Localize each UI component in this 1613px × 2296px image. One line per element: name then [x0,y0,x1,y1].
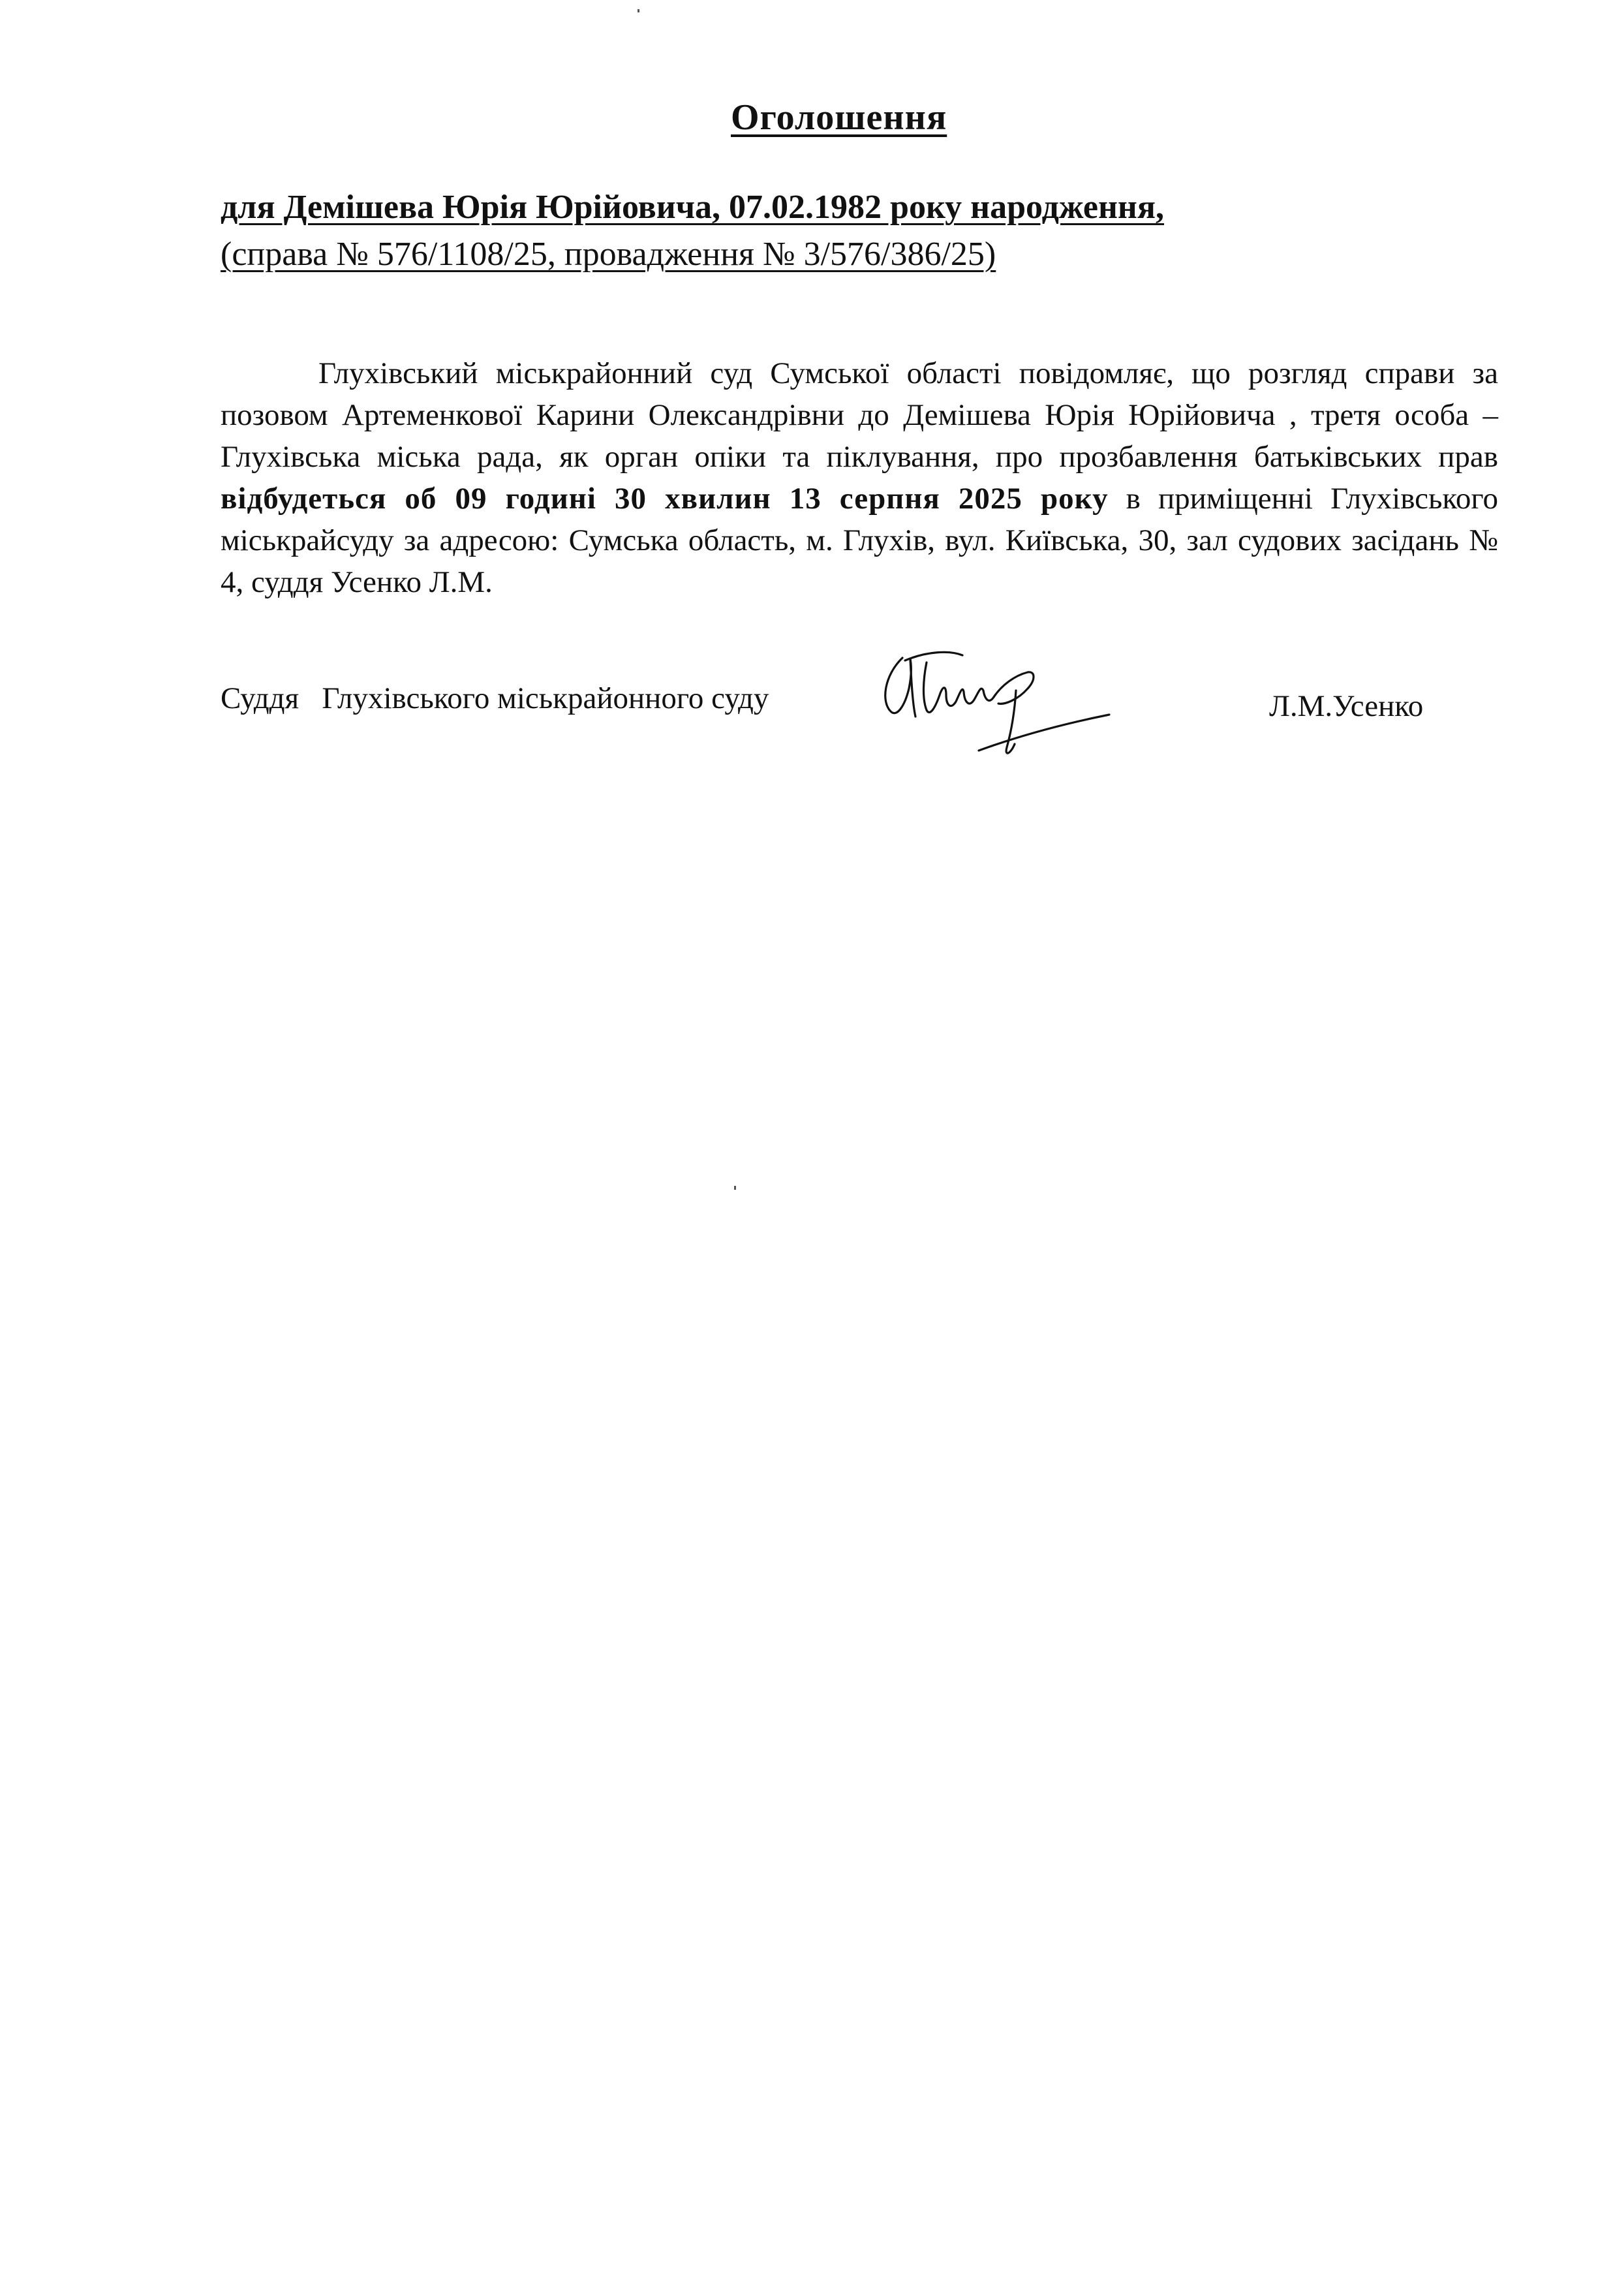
judge-name: Л.М.Усенко [1269,689,1424,723]
handwritten-signature [865,640,1139,770]
addressee-line: для Демішева Юрія Юрійовича, 07.02.1982 року народження, [221,189,1165,226]
body-text-part2: в приміщенні Глухівського міськрайсуду за адресою: Сумська область, м. Глухів, вул. Київська, 30, зал судових засідань № 4, суддя Усенко Л.М. [221,482,1498,599]
case-reference-line: (справа № 576/1108/25, провадження № 3/576/386/25) [221,236,996,273]
scan-speck [734,1186,736,1190]
body-text-part1: Глухівський міськрайонний суд Сумської області повідомляє, що розгляд справи за позовом Артеменкової Карини Олександрівни до Демішева Юрія Юрійовича , третя особа – Глухівська міська рада, як орган опіки та піклування, про прозбавлення батьківських прав [221,356,1498,474]
document-title: Оголошення [731,97,947,138]
judge-title-label: Суддя Глухівського міськрайонного суду [221,681,769,715]
hearing-datetime: відбудеться об 09 годині 30 хвилин 13 серпня 2025 року [221,482,1109,516]
announcement-body [221,352,1498,603]
scan-speck [638,9,639,12]
